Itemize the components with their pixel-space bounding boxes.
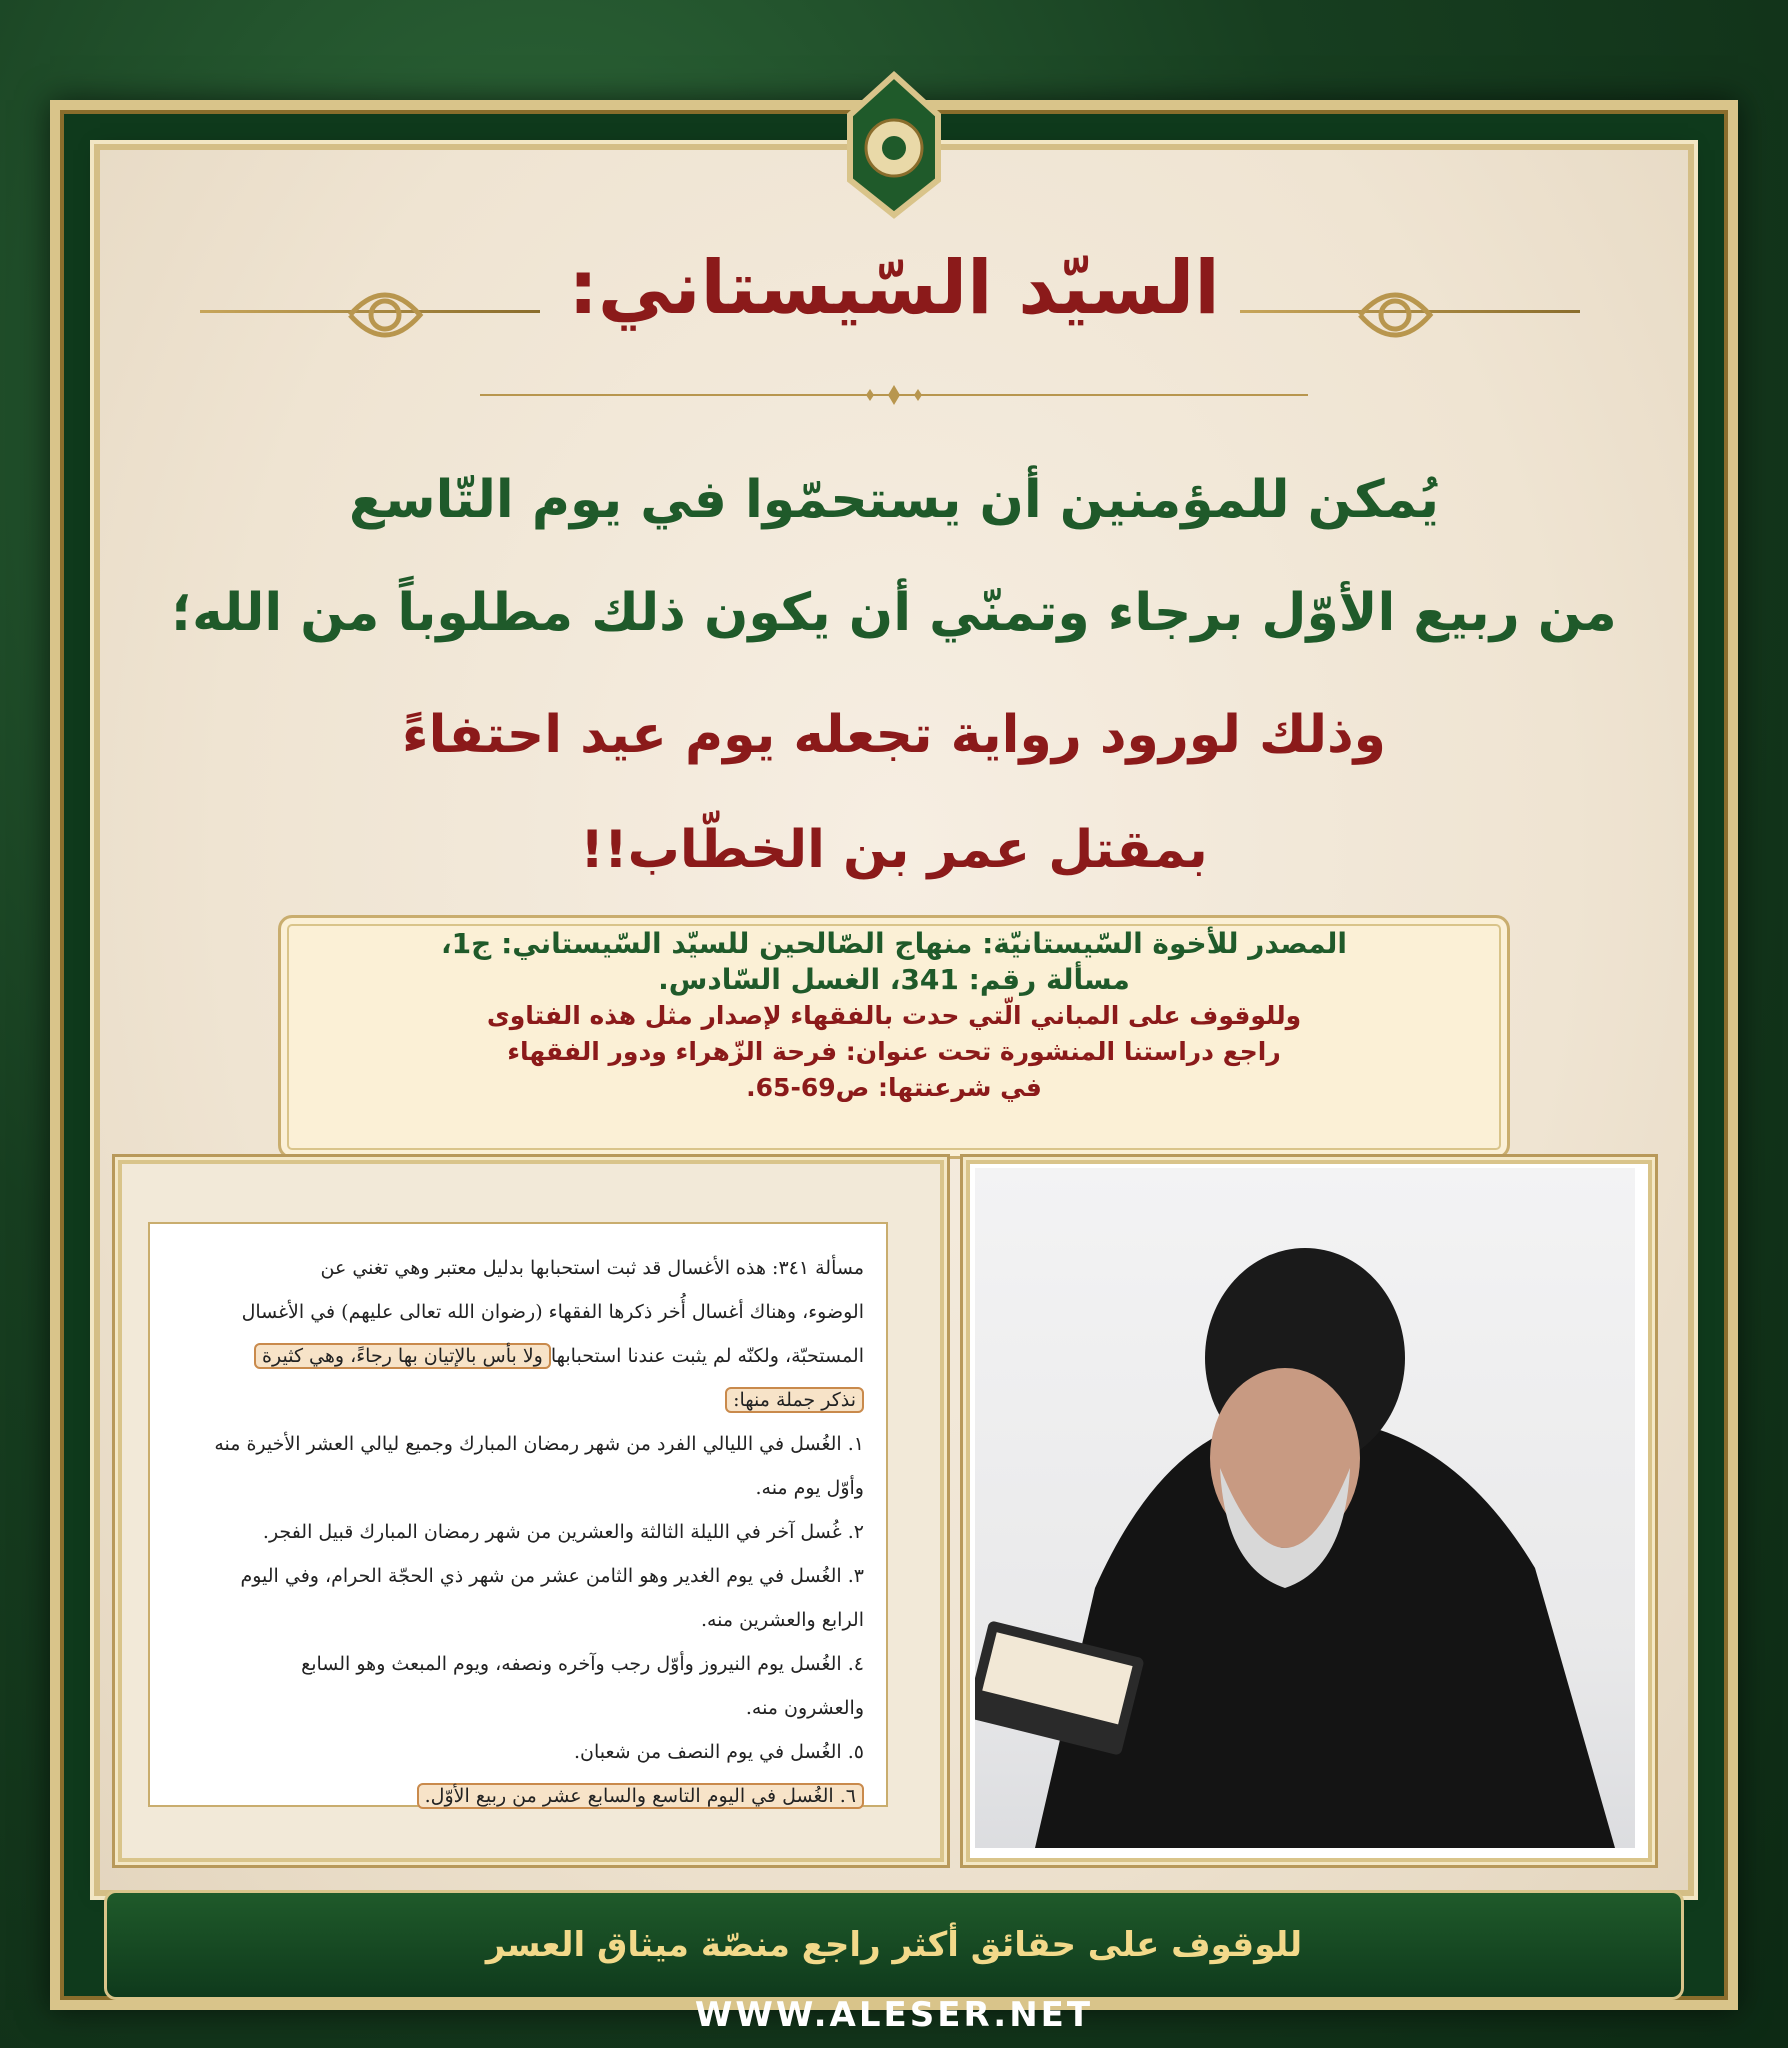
doc-line <box>172 1774 864 1818</box>
quote-line-1: يُمكن للمؤمنين أن يستحمّوا في يوم التّاسع <box>349 470 1439 530</box>
doc-line: الوضوء، وهناك أغسال أُخر ذكرها الفقهاء (رضوان الله تعالى عليهم) في الأغسال <box>241 1301 864 1323</box>
doc-line: ٣. الغُسل في يوم الغدير وهو الثامن عشر من شهر ذي الحجّة الحرام، وفي اليوم <box>240 1565 864 1587</box>
quote-line-4: بمقتل عمر بن الخطّاب!! <box>580 820 1208 880</box>
doc-line <box>172 1334 864 1378</box>
doc-line: ٤. الغُسل يوم النيروز وأوّل رجب وآخره ونصفه، ويوم المبعث وهو السابع <box>301 1653 864 1675</box>
doc-line <box>172 1378 864 1422</box>
source-line-2: مسألة رقم: 341، الغسل السّادس. <box>658 963 1130 996</box>
doc-line: مسألة ٣٤١: هذه الأغسال قد ثبت استحبابها بدليل معتبر وهي تغني عن <box>320 1257 864 1279</box>
document-excerpt <box>148 1222 888 1807</box>
doc-line: ٥. الغُسل في يوم النصف من شعبان. <box>573 1741 864 1763</box>
footer-text: للوقوف على حقائق أكثر راجع منصّة ميثاق العسر <box>485 1925 1303 1965</box>
highlight-box: ولا بأس بالإتيان بها رجاءً، وهي كثيرة <box>254 1343 551 1369</box>
doc-line: والعشرون منه. <box>745 1697 864 1719</box>
source-box <box>278 915 1510 1159</box>
quote-line-3: وذلك لورود رواية تجعله يوم عيد احتفاءً <box>402 705 1386 765</box>
medallion-ornament <box>838 70 950 220</box>
page-title: السيّد السّيستاني: <box>568 245 1220 331</box>
doc-text: المستحبّة، ولكنّه لم يثبت عندنا استحبابها <box>550 1345 864 1367</box>
divider-ornament <box>480 385 1308 405</box>
portrait-photo <box>975 1168 1635 1848</box>
quote-line-2: من ربيع الأوّل برجاء وتمنّي أن يكون ذلك مطلوباً من الله؛ <box>171 583 1617 643</box>
highlight-box: ٦. الغُسل في اليوم التاسع والسابع عشر من ربيع الأوّل. <box>417 1783 864 1809</box>
highlight-box: نذكر جملة منها: <box>725 1387 864 1413</box>
source-line-4: راجع دراستنا المنشورة تحت عنوان: فرحة الزّهراء ودور الفقهاء <box>507 1037 1281 1066</box>
doc-line: الرابع والعشرين منه. <box>700 1609 864 1631</box>
doc-line: ٢. غُسل آخر في الليلة الثالثة والعشرين من شهر رمضان المبارك قبيل الفجر. <box>262 1521 864 1543</box>
source-line-1: المصدر للأخوة السّيستانيّة: منهاج الصّالحين للسيّد السّيستاني: ج1، <box>441 927 1347 960</box>
doc-line: وأوّل يوم منه. <box>755 1477 864 1499</box>
source-line-5: في شرعنتها: ص69-65. <box>746 1073 1042 1102</box>
source-line-3: وللوقوف على المباني الّتي حدت بالفقهاء لإصدار مثل هذه الفتاوى <box>486 1001 1302 1030</box>
footer-url-link[interactable]: WWW.ALESER.NET <box>694 1995 1094 2035</box>
doc-line: ١. الغُسل في الليالي الفرد من شهر رمضان المبارك وجميع ليالي العشر الأخيرة منه <box>214 1433 864 1455</box>
